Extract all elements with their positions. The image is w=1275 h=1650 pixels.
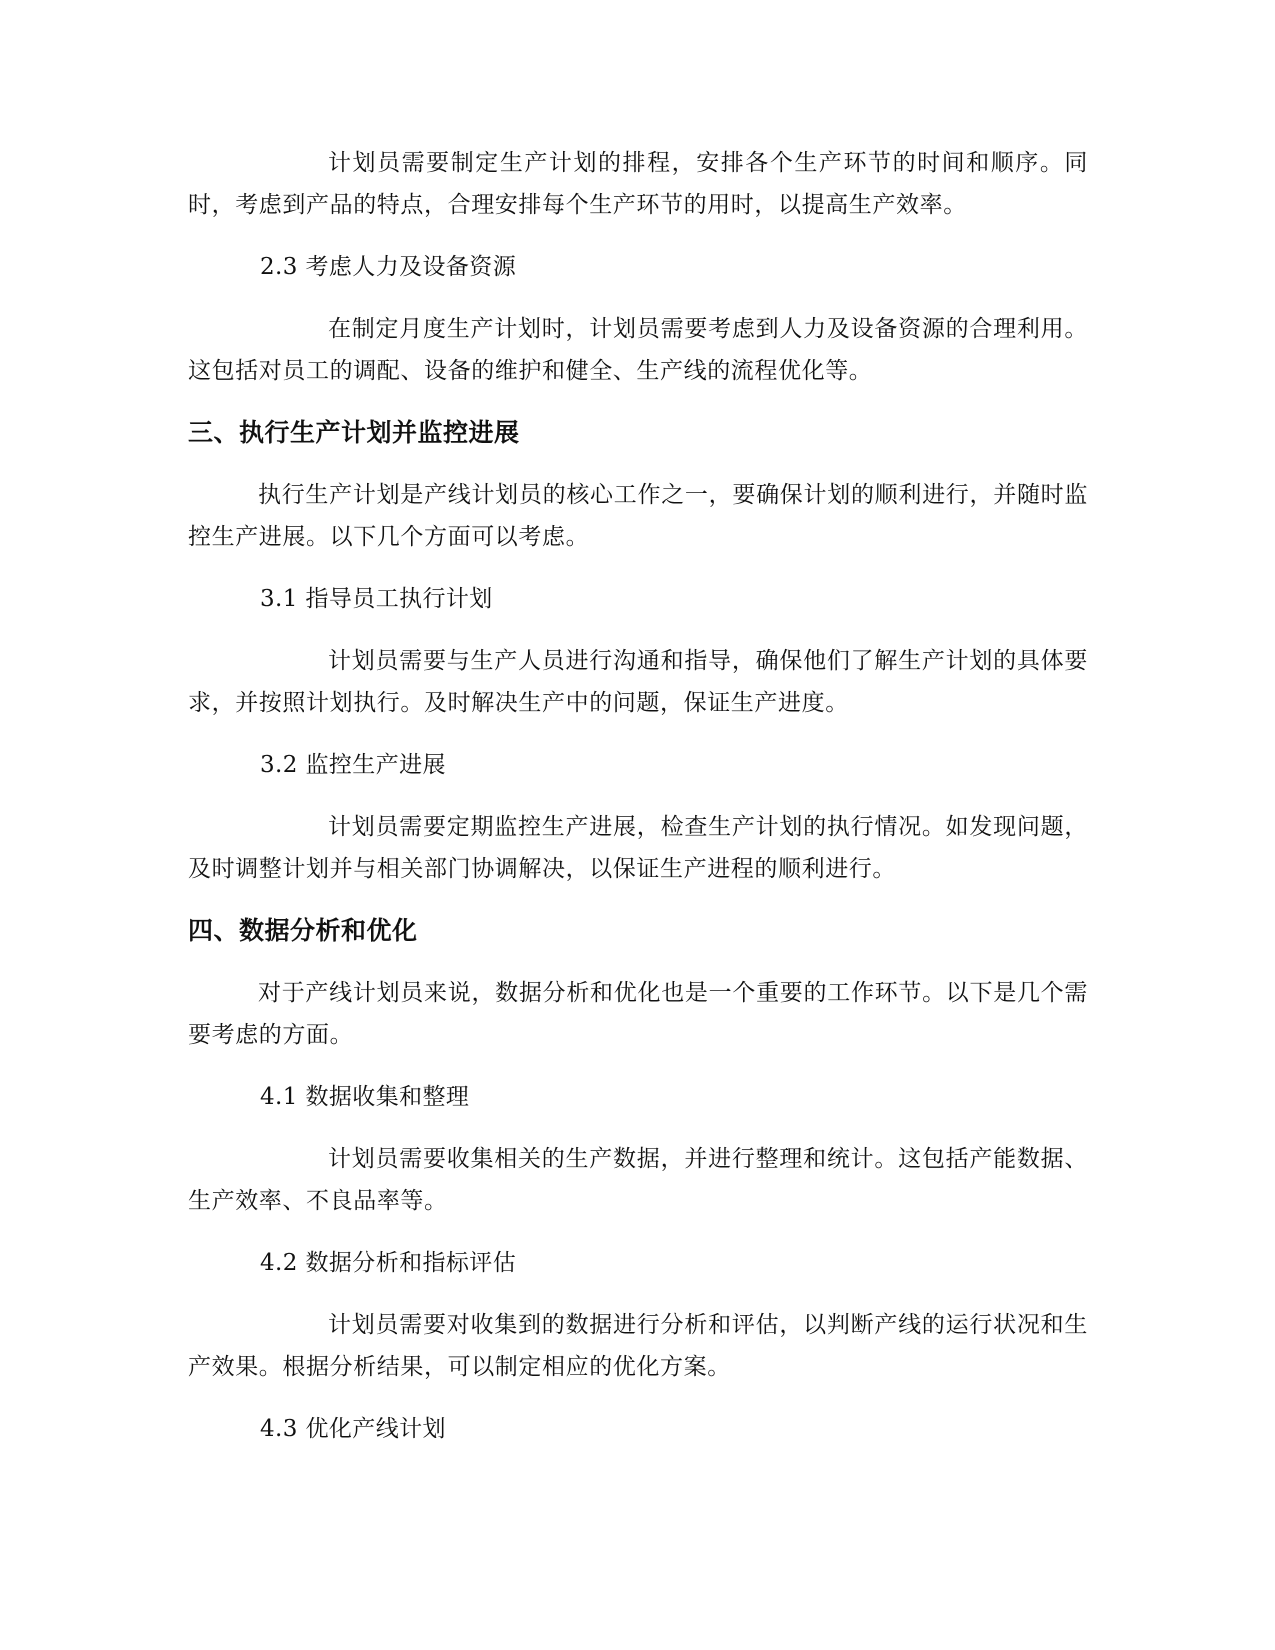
section-heading-4: 四、数据分析和优化: [188, 916, 418, 945]
subheading-2-3: 2.3 考虑人力及设备资源: [260, 254, 517, 280]
paragraph-execute-intro: 执行生产计划是产线计划员的核心工作之一，要确保计划的顺利进行，并随时监控生产进展。以下几个方面可以考虑。: [188, 482, 1088, 550]
paragraph-data-collection: 计划员需要收集相关的生产数据，并进行整理和统计。这包括产能数据、生产效率、不良品率等。: [188, 1146, 1088, 1214]
section-heading-3: 三、执行生产计划并监控进展: [188, 418, 520, 447]
subheading-4-3: 4.3 优化产线计划: [260, 1416, 446, 1442]
paragraph-monitor-progress: 计划员需要定期监控生产进展，检查生产计划的执行情况。如发现问题，及时调整计划并与相关部门协调解决，以保证生产进程的顺利进行。: [188, 814, 1088, 882]
subheading-4-2: 4.2 数据分析和指标评估: [260, 1250, 517, 1276]
paragraph-data-intro: 对于产线计划员来说，数据分析和优化也是一个重要的工作环节。以下是几个需要考虑的方面。: [188, 980, 1088, 1048]
subheading-4-1: 4.1 数据收集和整理: [260, 1084, 470, 1110]
document-page: [188, 142, 1088, 1450]
paragraph-guide-staff: 计划员需要与生产人员进行沟通和指导，确保他们了解生产计划的具体要求，并按照计划执行。及时解决生产中的问题，保证生产进度。: [188, 648, 1088, 716]
paragraph-data-analysis: 计划员需要对收集到的数据进行分析和评估，以判断产线的运行状况和生产效果。根据分析结果，可以制定相应的优化方案。: [188, 1312, 1088, 1380]
paragraph-scheduling: 计划员需要制定生产计划的排程，安排各个生产环节的时间和顺序。同时，考虑到产品的特点，合理安排每个生产环节的用时，以提高生产效率。: [188, 150, 1088, 218]
paragraph-resources: 在制定月度生产计划时，计划员需要考虑到人力及设备资源的合理利用。这包括对员工的调配、设备的维护和健全、生产线的流程优化等。: [188, 316, 1088, 384]
subheading-3-2: 3.2 监控生产进展: [260, 752, 446, 778]
subheading-3-1: 3.1 指导员工执行计划: [260, 586, 493, 612]
